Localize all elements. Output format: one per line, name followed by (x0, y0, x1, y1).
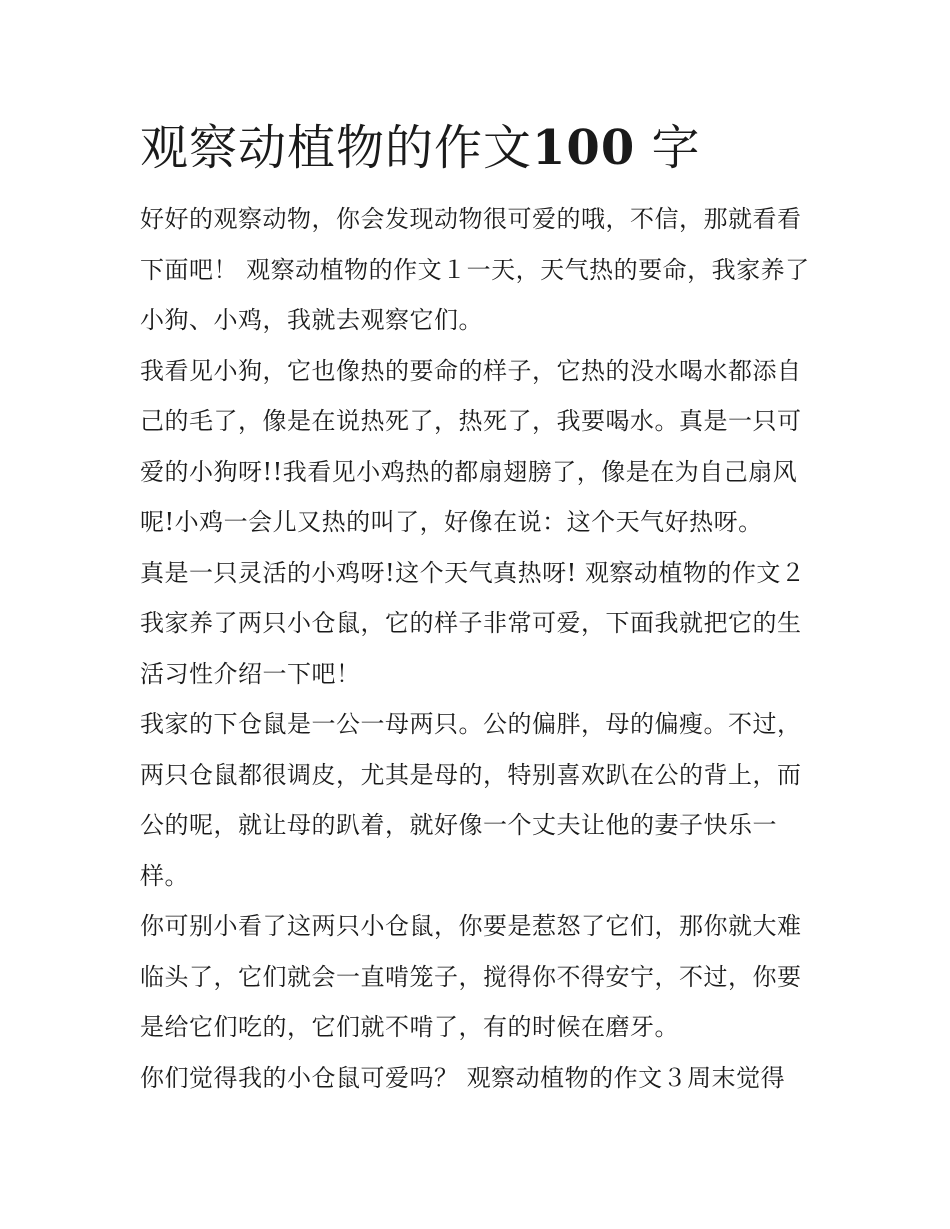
title-suffix: 字 (651, 120, 701, 176)
paragraph-3: 真是一只灵活的小鸡呀!这个天气真热呀! 观察动植物的作文２我家养了两只小仓鼠，它的样子非常可爱，下面我就把它的生活习性介绍一下吧！ (140, 558, 806, 688)
title-number: 100 (532, 120, 636, 176)
document-page (140, 112, 820, 1103)
paragraph-1: 好好的观察动物，你会发现动物很可爱的哦，不信，那就看看下面吧！ 观察动植物的作文１一天，天气热的要命，我家养了小狗、小鸡，我就去观察它们。 (140, 205, 810, 334)
title-text: 观察动植物的作文 (140, 120, 533, 176)
paragraph-2: 我看见小狗，它也像热的要命的样子，它热的没水喝水都添自己的毛了，像是在说热死了，热死了，我要喝水。真是一只可爱的小狗呀!!我看见小鸡热的都扇翅膀了，像是在为自己扇风呢!小鸡一会儿又热的叫了，好像在说：这个天气好热呀。 (140, 356, 802, 536)
document-title (140, 112, 820, 184)
paragraph-5: 你可别小看了这两只小仓鼠，你要是惹怒了它们，那你就大难临头了，它们就会一直啃笼子，搅得你不得安宁，不过，你要是给它们吃的，它们就不啃了，有的时候在磨牙。 (140, 912, 802, 1041)
paragraph-6: 你们觉得我的小仓鼠可爱吗？ 观察动植物的作文３周末觉得 (140, 1063, 786, 1092)
paragraph-4: 我家的下仓鼠是一公一母两只。公的偏胖，母的偏瘦。不过，两只仓鼠都很调皮，尤其是母的，特别喜欢趴在公的背上，而公的呢，就让母的趴着，就好像一个丈夫让他的妻子快乐一样。 (140, 710, 802, 890)
